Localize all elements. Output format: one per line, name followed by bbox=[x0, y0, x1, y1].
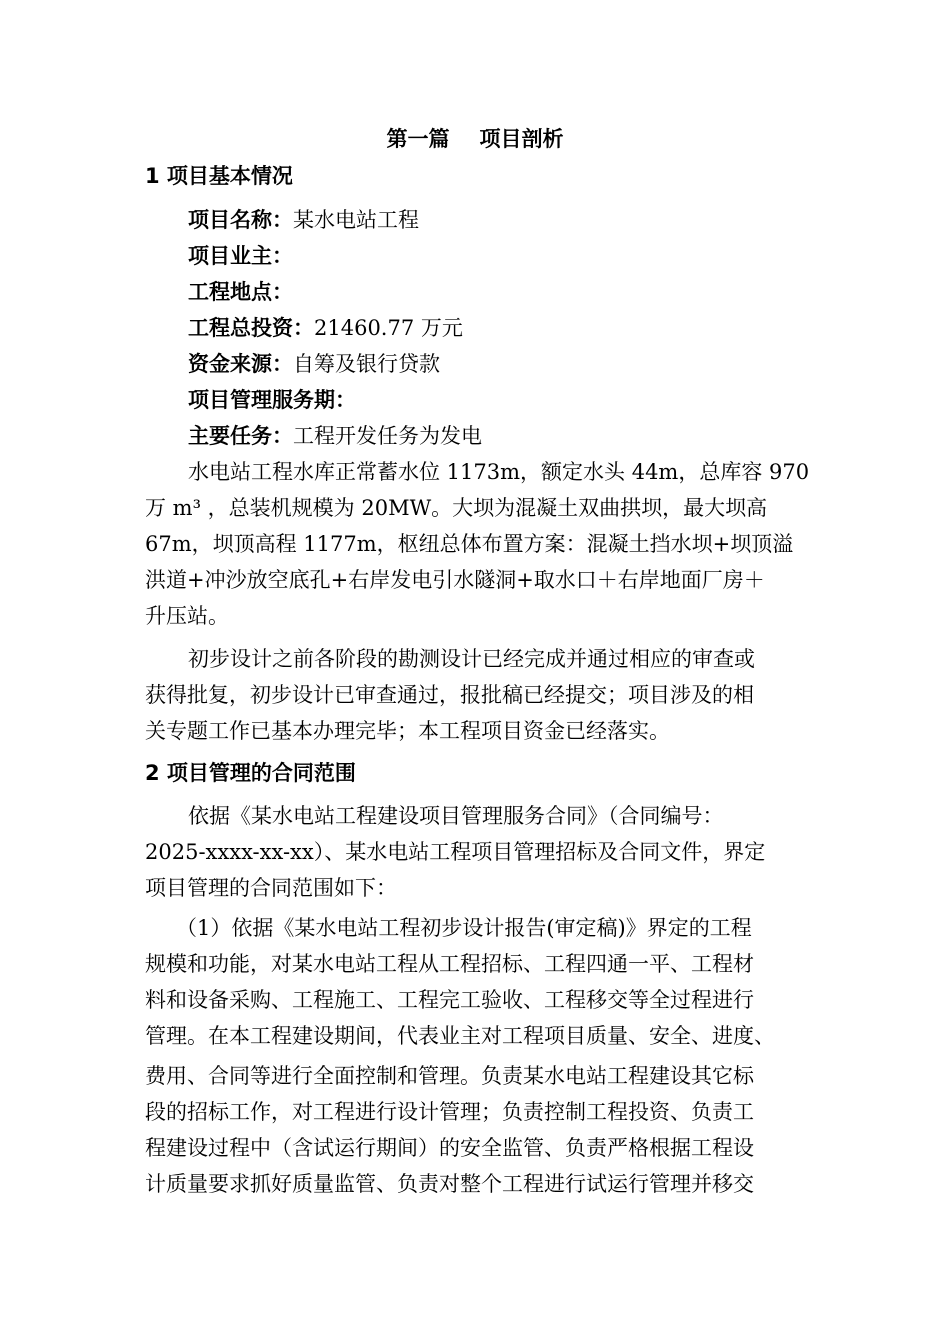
paragraph-line: 规模和功能，对某水电站工程从工程招标、工程四通一平、工程材 bbox=[145, 952, 754, 976]
paragraph-line: 初步设计之前各阶段的勘测设计已经完成并通过相应的审查或 bbox=[188, 647, 755, 671]
field-label: 项目管理服务期： bbox=[188, 388, 356, 412]
part-name: 项目剖析 bbox=[479, 127, 564, 151]
field-main-task bbox=[188, 421, 482, 451]
field-service-period bbox=[188, 385, 356, 415]
field-value: 某水电站工程 bbox=[293, 208, 419, 232]
field-value: 自筹及银行贷款 bbox=[293, 352, 440, 376]
field-value: 21460.77 万元 bbox=[314, 316, 463, 340]
paragraph-line: 程建设过程中（含试运行期间）的安全监管、负责严格根据工程设 bbox=[145, 1136, 754, 1160]
field-funding-source bbox=[188, 349, 440, 379]
paragraph-line: 段的招标工作，对工程进行设计管理；负责控制工程投资、负责工 bbox=[145, 1100, 754, 1124]
paragraph-line: 计质量要求抓好质量监管、负责对整个工程进行试运行管理并移交 bbox=[145, 1172, 754, 1196]
paragraph-line: 67m，坝顶高程 1177m，枢纽总体布置方案：混凝土挡水坝+坝顶溢 bbox=[145, 532, 794, 556]
field-label: 工程地点： bbox=[188, 280, 293, 304]
paragraph-line: 洪道+冲沙放空底孔+右岸发电引水隧洞+取水口＋右岸地面厂房＋ bbox=[145, 568, 765, 592]
paragraph-line: 万 m³ ，总装机规模为 20MW。大坝为混凝土双曲拱坝，最大坝高 bbox=[145, 496, 768, 520]
field-label: 项目业主： bbox=[188, 244, 293, 268]
paragraph-line: 费用、合同等进行全面控制和管理。负责某水电站工程建设其它标 bbox=[145, 1064, 754, 1088]
paragraph-line: 水电站工程水库正常蓄水位 1173m，额定水头 44m，总库容 970 bbox=[188, 460, 810, 484]
paragraph-line: 获得批复，初步设计已审查通过，报批稿已经提交；项目涉及的相 bbox=[145, 683, 754, 707]
field-project-owner bbox=[188, 241, 293, 271]
paragraph-line: 升压站。 bbox=[145, 604, 229, 628]
section-heading-2: 2 项目管理的合同范围 bbox=[145, 761, 356, 785]
field-project-location bbox=[188, 277, 293, 307]
paragraph-line: 关专题工作已基本办理完毕；本工程项目资金已经落实。 bbox=[145, 719, 670, 743]
field-project-name bbox=[188, 205, 419, 235]
part-number: 第一篇 bbox=[386, 127, 450, 151]
paragraph-line: 料和设备采购、工程施工、工程完工验收、工程移交等全过程进行 bbox=[145, 988, 754, 1012]
field-value: 工程开发任务为发电 bbox=[293, 424, 482, 448]
paragraph-line: （1）依据《某水电站工程初步设计报告(审定稿)》界定的工程 bbox=[176, 916, 752, 940]
field-label: 资金来源： bbox=[188, 352, 293, 376]
section-heading-1: 1 项目基本情况 bbox=[145, 164, 293, 188]
paragraph-line: 依据《某水电站工程建设项目管理服务合同》（合同编号： bbox=[188, 804, 724, 828]
paragraph-line: 项目管理的合同范围如下： bbox=[145, 876, 397, 900]
field-label: 主要任务： bbox=[188, 424, 293, 448]
paragraph-line: 管理。在本工程建设期间，代表业主对工程项目质量、安全、进度、 bbox=[145, 1024, 775, 1048]
paragraph-line: 2025-xxxx-xx-xx）、某水电站工程项目管理招标及合同文件，界定 bbox=[145, 840, 766, 864]
part-title bbox=[0, 123, 950, 153]
field-label: 工程总投资： bbox=[188, 316, 314, 340]
field-total-investment bbox=[188, 313, 463, 343]
field-label: 项目名称： bbox=[188, 208, 293, 232]
